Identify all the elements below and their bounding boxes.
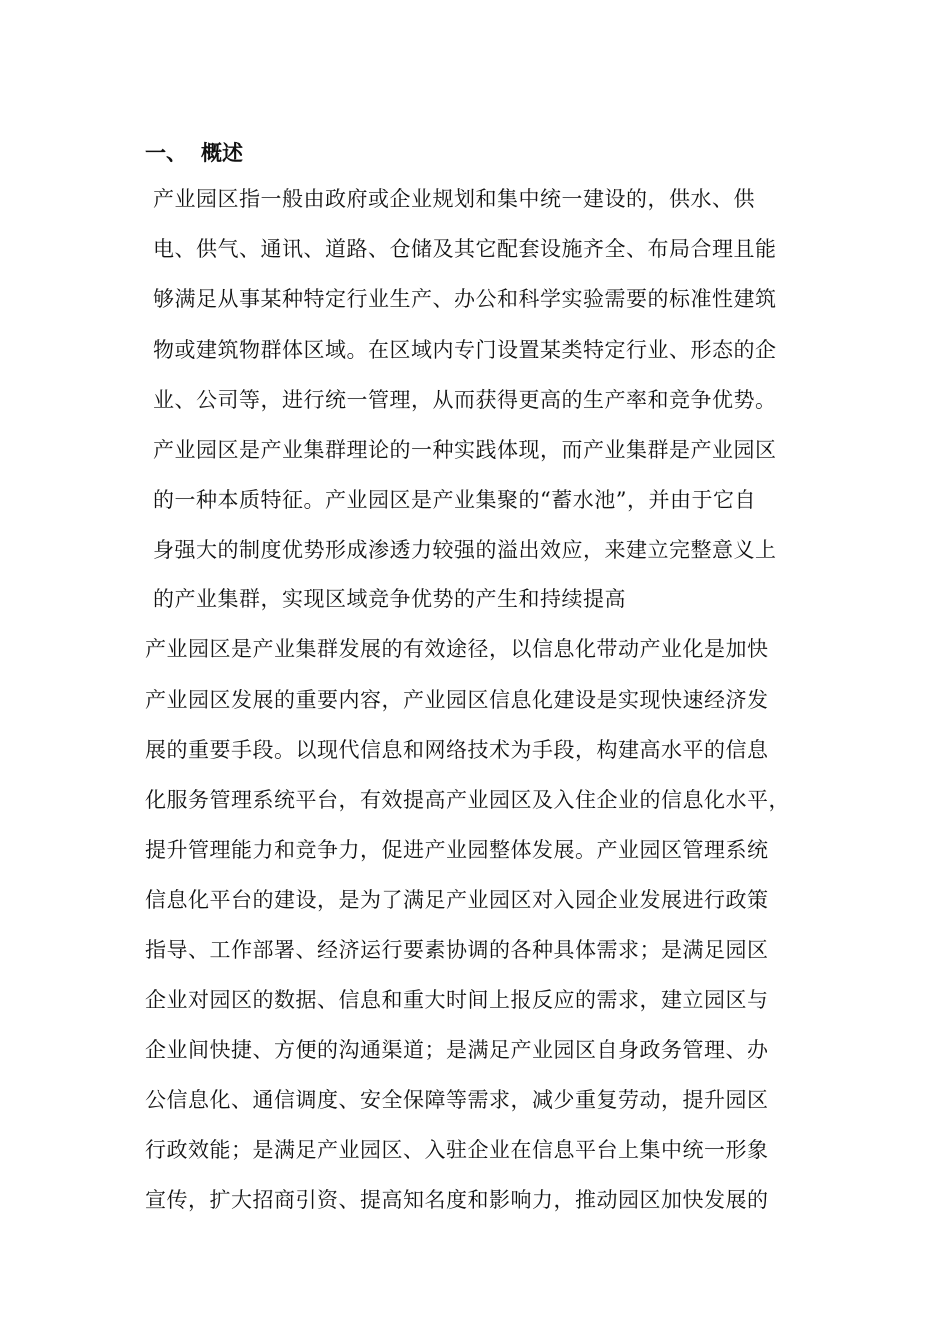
section-number: 一、: [145, 141, 187, 165]
paragraph2-line: 信息化平台的建设，是为了满足产业园区对入园企业发展进行政策: [145, 888, 769, 912]
section-title: 概述: [201, 141, 243, 165]
paragraph2-line: 企业间快捷、方便的沟通渠道；是满足产业园区自身政务管理、办: [145, 1038, 769, 1062]
section-heading: [145, 138, 243, 168]
paragraph1-line: 身强大的制度优势形成渗透力较强的溢出效应，来建立完整意义上: [153, 538, 777, 562]
paragraph1-line: 电、供气、通讯、道路、仓储及其它配套设施齐全、布局合理且能: [153, 237, 777, 261]
paragraph1-line: 的产业集群，实现区域竞争优势的产生和持续提高: [153, 587, 626, 611]
paragraph1-line: 够满足从事某种特定行业生产、办公和科学实验需要的标准性建筑: [153, 287, 777, 311]
paragraph1-line: 业、公司等，进行统一管理，从而获得更高的生产率和竞争优势。: [153, 388, 777, 412]
paragraph1-line: 的一种本质特征。产业园区是产业集聚的“蓄水池”，并由于它自: [153, 488, 756, 512]
paragraph2-line: 宣传，扩大招商引资、提高知名度和影响力，推动园区加快发展的: [145, 1188, 769, 1212]
paragraph2-line: 公信息化、通信调度、安全保障等需求，减少重复劳动，提升园区: [145, 1088, 769, 1112]
paragraph2-line: 展的重要手段。以现代信息和网络技术为手段，构建高水平的信息: [145, 738, 769, 762]
paragraph2-line: 提升管理能力和竞争力，促进产业园整体发展。产业园区管理系统: [145, 838, 769, 862]
paragraph2-line: 指导、工作部署、经济运行要素协调的各种具体需求；是满足园区: [145, 938, 769, 962]
paragraph1-line: 产业园区是产业集群理论的一种实践体现，而产业集群是产业园区: [153, 438, 777, 462]
paragraph2-line: 产业园区发展的重要内容，产业园区信息化建设是实现快速经济发: [145, 688, 769, 712]
paragraph2-line: 产业园区是产业集群发展的有效途径，以信息化带动产业化是加快: [145, 637, 769, 661]
paragraph1-line: 物或建筑物群体区域。在区域内专门设置某类特定行业、形态的企: [153, 338, 777, 362]
paragraph1-line: 产业园区指一般由政府或企业规划和集中统一建设的，供水、供: [153, 187, 755, 211]
paragraph2-line: 企业对园区的数据、信息和重大时间上报反应的需求，建立园区与: [145, 988, 769, 1012]
paragraph2-line: 行政效能；是满足产业园区、入驻企业在信息平台上集中统一形象: [145, 1138, 769, 1162]
paragraph2-line: 化服务管理系统平台，有效提高产业园区及入住企业的信息化水平，: [145, 788, 790, 812]
